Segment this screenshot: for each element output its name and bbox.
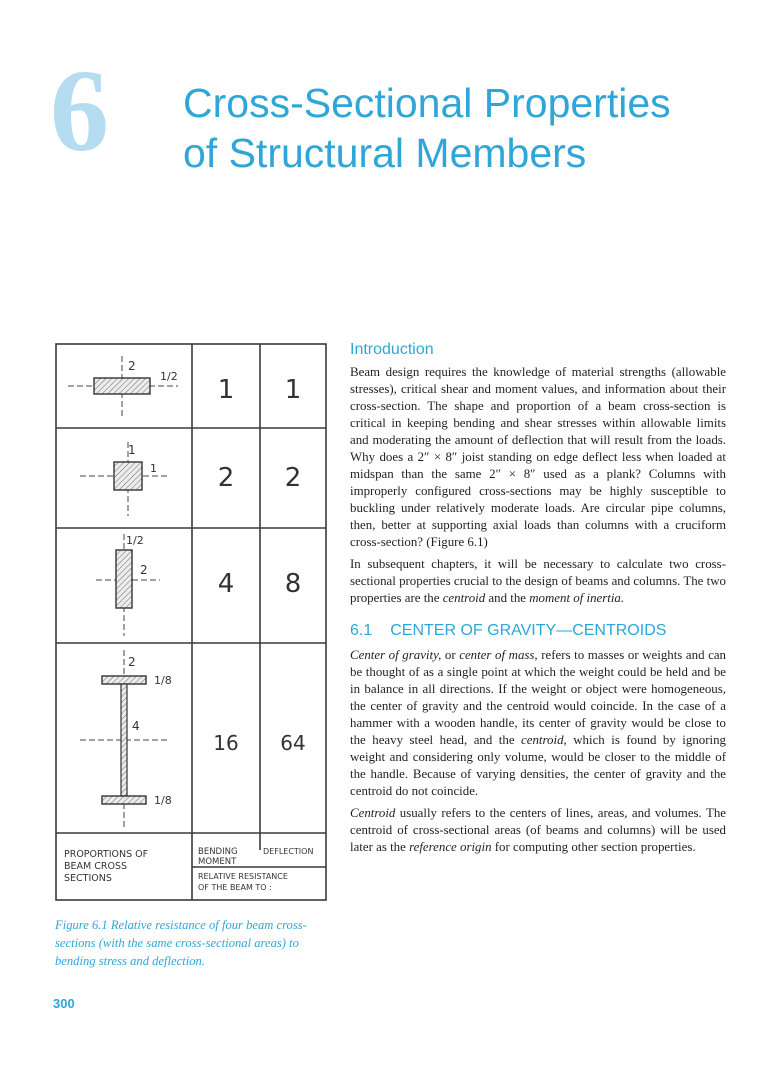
- term-moment-of-inertia: moment of inertia.: [529, 591, 625, 605]
- footer-left-line-2: BEAM CROSS: [64, 861, 128, 872]
- cross-section-plank: [68, 356, 178, 418]
- dim-top-3: 1/2: [126, 534, 144, 547]
- section-title: CENTER OF GRAVITY—CENTROIDS: [390, 622, 667, 639]
- bending-value-1: 1: [217, 375, 235, 405]
- figure-caption: Figure 6.1 Relative resistance of four beam cross-sections (with the same cross-sectional areas) to bending stress and deflection.: [55, 918, 307, 968]
- main-text-column: [350, 340, 726, 861]
- footer-relative-line-1: RELATIVE RESISTANCE: [198, 872, 288, 881]
- dim-top-1: 2: [128, 359, 136, 373]
- page-number: 300: [53, 996, 75, 1011]
- intro-paragraph-1: Beam design requires the knowledge of material strengths (allowable stresses), critical shear and moment values, and information about their cross-section. The shape and proportion of a beam cross-section is critical in keeping bending and shear stresses within allowable limits and moderating the amount of deflection that will result from the loads. Why does a 2″ × 8″ joist standing on edge deflect less when loaded at midspan than the same 2″ × 8″ used as a plank? Columns with improperly configured cross-sections may be highly susceptible to buckling under relatively moderate loads. Are circular pipe columns, then, better at supporting axial loads than columns with a cruciform cross-section? (Figure 6.1): [350, 365, 726, 549]
- bending-value-4: 16: [213, 731, 239, 755]
- chapter-title-line-1: Cross-Sectional Properties: [183, 80, 671, 126]
- dim-side-1: 1/2: [160, 370, 178, 383]
- deflection-value-1: 1: [284, 375, 302, 405]
- intro-paragraph-2: In subsequent chapters, it will be necessary to calculate two cross-sectional properties crucial to the design of beams and columns. The two properties are the centroid and the moment of inertia.: [350, 557, 726, 605]
- footer-bending-line-2: MOMENT: [198, 857, 237, 867]
- deflection-value-2: 2: [284, 463, 302, 493]
- cross-section-square: [80, 442, 170, 516]
- deflection-value-4: 64: [280, 731, 306, 755]
- section-paragraph-2: Centroid usually refers to the centers of lines, areas, and volumes. The centroid of cross-sectional areas (of beams and columns) will be used later as the reference origin for computing other section properties.: [350, 806, 726, 854]
- footer-bending-line-1: BENDING: [198, 847, 238, 857]
- dim-top-2: 1: [128, 443, 136, 457]
- deflection-value-3: 8: [284, 569, 302, 599]
- chapter-number: 6: [50, 45, 109, 176]
- chapter-title-line-2: of Structural Members: [183, 130, 587, 176]
- intro-heading: Introduction: [350, 341, 434, 358]
- dim-flange-bottom: 1/8: [154, 794, 172, 807]
- figure-6-1: [50, 338, 332, 908]
- dim-top-4: 2: [128, 655, 136, 669]
- cross-section-i-beam: [80, 650, 172, 828]
- table-grid: [56, 344, 326, 900]
- bending-value-3: 4: [217, 569, 235, 599]
- section-paragraph-1: Center of gravity, or center of mass, refers to masses or weights and can be thought of as a single point at which the weight could be held and be in balance in all directions. If the weight or object were homogeneous, the center of gravity and the centroid would coincide. In the case of a hammer with a wooden handle, its center of gravity would be close to the heavy steel head, and the centroid, which is found by ignoring weight and considering only volume, would be closer to the middle of the handle. Because of varying densities, the center of gravity and the centroid do not coincide.: [350, 648, 726, 798]
- footer-deflection: DEFLECTION: [263, 847, 314, 856]
- chapter-title: [183, 78, 743, 178]
- bending-value-2: 2: [217, 463, 235, 493]
- table-footer: [64, 847, 313, 892]
- footer-left-line-3: SECTIONS: [64, 873, 112, 884]
- term-centroid: centroid: [442, 591, 486, 605]
- dim-side-2: 1: [150, 462, 157, 475]
- section-number: 6.1: [350, 622, 373, 639]
- footer-left-line-1: PROPORTIONS OF: [64, 849, 149, 860]
- dim-flange-top: 1/8: [154, 674, 172, 687]
- footer-relative-line-2: OF THE BEAM TO :: [198, 883, 272, 892]
- section-heading: [350, 621, 726, 641]
- cross-section-joist: [96, 534, 160, 636]
- dim-web: 4: [132, 719, 140, 733]
- dim-side-3: 2: [140, 563, 148, 577]
